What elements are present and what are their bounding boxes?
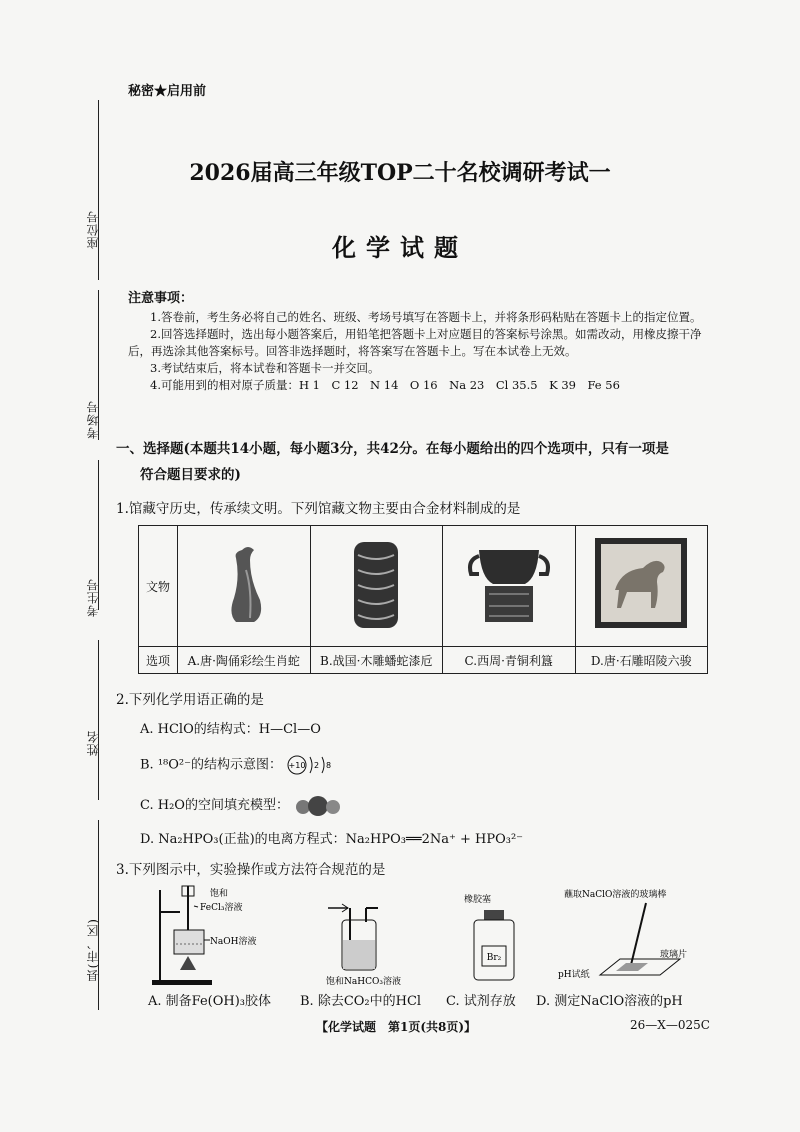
q3-option-c: C. 试剂存放 [446, 994, 516, 1009]
instruction-item: 3.考试结束后，将本试卷和答题卡一并交回。 [150, 361, 380, 375]
instructions [128, 290, 716, 394]
section-heading-line: 一、选择题(本题共14小题，每小题3分，共42分。在每小题给出的四个选项中，只有一项是 [116, 441, 669, 457]
instruction-item: 4.可能用到的相对原子质量：H 1 C 12 N 14 O 16 Na 23 Cl 35.5 K 39 Fe 56 [150, 378, 620, 392]
page-footer: 【化学试题 第1页(共8页)】 [316, 1020, 477, 1034]
relics-table [138, 525, 708, 674]
q1-option-d: D.唐·石雕昭陵六骏 [575, 647, 708, 674]
relic-image-c [443, 526, 576, 647]
relic-image-d [575, 526, 708, 647]
label-br2: Br₂ [486, 953, 502, 963]
section-heading-line: 符合题目要求的) [140, 467, 241, 483]
apparatus-c-reagent-bottle [460, 890, 530, 986]
stone-horse-relief-image [581, 530, 701, 640]
pottery-snake-figure-image [184, 530, 304, 640]
apparatus-a-colloid-setup [150, 882, 300, 986]
q2-option-c [140, 794, 343, 817]
confidential-mark: 秘密★启用前 [128, 84, 207, 99]
section-heading [116, 436, 724, 488]
q2-option-a: A. HClO的结构式：H—Cl—O [140, 722, 321, 737]
county-label: 县(市、区) [86, 918, 100, 982]
exam-title: 2026届高三年级TOP二十名校调研考试一 [189, 160, 611, 186]
label-glass-plate: 玻璃片 [660, 950, 688, 960]
seat-number-label: 座位号 [86, 210, 100, 249]
label-saturated: 饱和 [210, 889, 229, 899]
q2-option-b [140, 752, 338, 778]
nucleus-charge: +10 [288, 761, 306, 770]
shell-1-electrons: 2 [314, 761, 320, 770]
subject-title: 化学试题 [332, 233, 468, 262]
water-space-filling-model [293, 795, 343, 817]
instructions-heading: 注意事项： [128, 291, 194, 306]
q1-option-b: B.战国·木雕蟠蛇漆卮 [310, 647, 443, 674]
instruction-item: 2.回答选择题时，选出每小题答案后，用铅笔把答题卡上对应题目的答案标号涂黑。如需改动，用橡皮擦干净后，再选涂其他答案标号。回答非选择题时，将答案写在答题卡上。写在本试卷上无效。 [128, 327, 702, 358]
apparatus-b-gas-washing-bottle [322, 900, 432, 988]
q2-option-d: D. Na₂HPO₃(正盐)的电离方程式：Na₂HPO₃══2Na⁺ + HPO₃²⁻ [140, 832, 524, 847]
label-naoh: NaOH溶液 [210, 937, 257, 947]
row-label-relic: 文物 [139, 526, 178, 647]
relic-image-b [310, 526, 443, 647]
name-label: 姓名 [86, 730, 100, 756]
binding-line [98, 640, 99, 800]
label-nahco3: 饱和NaHCO₃溶液 [326, 977, 401, 987]
row-label-option: 选项 [139, 647, 178, 674]
instruction-item: 1.答卷前，考生务必将自己的姓名、班级、考场号填写在答题卡上，并将条形码粘贴在答题卡上的指定位置。 [150, 310, 702, 324]
shell-2-electrons: 8 [326, 761, 332, 770]
label-fecl3: FeCl₃溶液 [200, 903, 243, 913]
q3-option-a: A. 制备Fe(OH)₃胶体 [148, 994, 272, 1009]
label-rubber-stopper: 橡胶塞 [464, 895, 492, 905]
question-3-stem: 3.下列图示中，实验操作或方法符合规范的是 [116, 862, 386, 878]
label-ph-paper: pH试纸 [558, 970, 590, 980]
question-1-stem: 1.馆藏守历史，传承续文明。下列馆藏文物主要由合金材料制成的是 [116, 501, 521, 517]
q2-option-b-text: B. ¹⁸O²⁻的结构示意图： [140, 757, 282, 773]
label-glass-rod: 蘸取NaClO溶液的玻璃棒 [564, 890, 667, 900]
relic-image-a [178, 526, 311, 647]
bronze-gui-image [449, 530, 569, 640]
q3-option-b: B. 除去CO₂中的HCl [300, 994, 422, 1009]
q3-option-d: D. 测定NaClO溶液的pH [536, 994, 683, 1009]
apparatus-d-ph-test [550, 885, 690, 989]
lacquer-cup-image [316, 530, 436, 640]
q1-option-c: C.西周·青铜利簋 [443, 647, 576, 674]
exam-room-label: 考场号 [86, 400, 100, 439]
paper-code: 26—X—025C [630, 1018, 710, 1032]
q1-option-a: A.唐·陶俑彩绘生肖蛇 [178, 647, 311, 674]
question-2-stem: 2.下列化学用语正确的是 [116, 692, 264, 708]
exam-id-label: 考生号 [86, 578, 100, 617]
atom-structure-diagram [286, 752, 338, 778]
binding-line [98, 820, 99, 1010]
q2-option-c-text: C. H₂O的空间填充模型： [140, 798, 289, 813]
